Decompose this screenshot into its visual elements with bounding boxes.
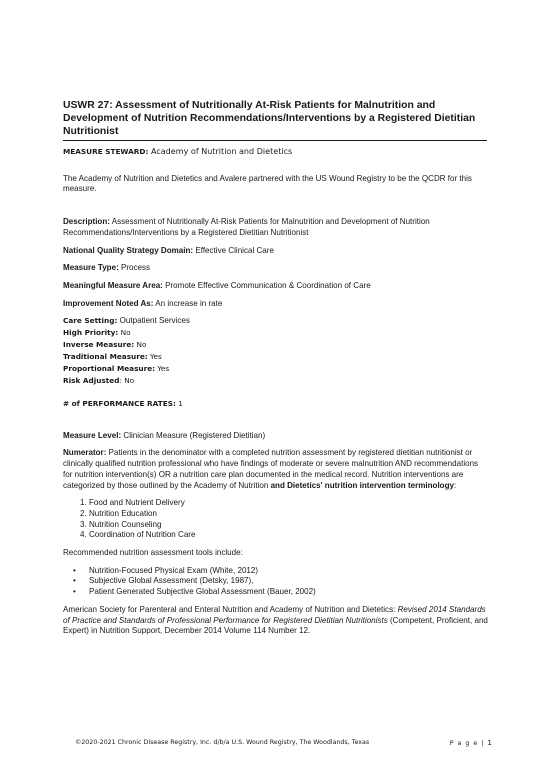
intervention-item: 3. Nutrition Counseling [89,520,489,531]
high-priority-value: No [118,328,131,338]
traditional-measure [63,351,489,363]
numerator-end: : [454,480,457,490]
measure-level [63,431,489,442]
assessment-tools-list [63,566,489,598]
nqs-domain-label: National Quality Strategy Domain: [63,245,194,255]
reference-citation [63,605,489,637]
page-number: 1 [487,738,492,747]
tool-item: • Subjective Global Assessment (Detsky, 1987), [63,576,489,587]
page-indicator [450,738,492,748]
intervention-item: 2. Nutrition Education [89,509,489,520]
care-setting-label: Care Setting: [63,316,118,326]
nqs-domain [63,246,489,257]
traditional-label: Traditional Measure: [63,352,148,362]
description-value: Assessment of Nutritionally At-Risk Patients for Malnutrition and Development of Nutrition Recommendations/Interventions by a Registered Dietitian Nutritionist [63,217,430,237]
performance-rates [63,399,489,410]
improvement-value: An increase in rate [153,298,223,308]
page-footer [75,738,492,747]
partnership-statement: The Academy of Nutrition and Dietetics and Avalere partnered with the US Wound Registry to be the QCDR for this measure. [63,173,472,194]
measure-steward-label: MEASURE STEWARD: [63,147,149,156]
numerator-text: Patients in the denominator with a completed nutrition assessment by registered dietitian nutritionist or clinically qualified nutrition professional who have findings of moderate or severe malnutrition AND recommendations for nutrition intervention(s) OR a nutrition care plan documented in the medical record. Nutrition interventions are categorized by those outlined by the Academy of Nutrition [63,448,479,490]
intervention-item: 1. Food and Nutrient Delivery [89,498,489,509]
high-priority [63,327,489,339]
numerator-label: Numerator: [63,448,107,458]
reference-tail: (Competent, Proficient, and Expert) in Nutrition Support, December 2014 Volume 114 Number 12. [63,615,488,636]
care-setting [63,316,489,327]
risk-adjusted-label: Risk Adjusted [63,376,120,386]
improvement-noted [63,299,489,310]
proportional-value: Yes [155,364,170,374]
tool-item: • Patient Generated Subjective Global Assessment (Bauer, 2002) [63,587,489,598]
performance-rates-label: # of PERFORMANCE RATES: [63,399,176,409]
inverse-label: Inverse Measure: [63,340,135,350]
traditional-value: Yes [147,352,162,362]
risk-adjusted-value: : No [119,376,135,386]
measure-level-label: Measure Level: [63,430,122,440]
measure-steward [63,147,489,158]
high-priority-label: High Priority: [63,328,119,338]
care-setting-value: Outpatient Services [117,316,190,326]
proportional-measure [63,363,489,375]
measure-type-value: Process [118,263,151,273]
improvement-label: Improvement Noted As: [63,298,154,308]
proportional-label: Proportional Measure: [63,364,156,374]
inverse-measure [63,339,489,351]
description-label: Description: [63,217,110,227]
page-label: P a g e | [449,740,485,747]
inverse-value: No [134,340,147,350]
measure-level-value: Clinician Measure (Registered Dietitian) [121,430,266,440]
measure-attributes [63,316,489,387]
measure-type [63,263,489,274]
intervention-list [63,498,489,541]
meaningful-area-value: Promote Effective Communication & Coordination of Care [162,280,371,290]
nqs-domain-value: Effective Clinical Care [193,245,274,255]
intervention-item: 4. Coordination of Nutrition Care [89,530,489,541]
meaningful-area-label: Meaningful Measure Area: [63,280,163,290]
performance-rates-value: 1 [175,399,183,409]
footer-copyright: ©2020-2021 Chronic Disease Registry, Inc. d/b/a U.S. Wound Registry, The Woodlands, Texas [75,739,370,746]
measure-type-label: Measure Type: [63,263,119,273]
meaningful-measure-area [63,281,489,292]
reference-title: Revised 2014 Standards of Practice and Standards of Professional Performance for Registered Dietitian Nutritionists [63,604,486,625]
measure-title: USWR 27: Assessment of Nutritionally At-Risk Patients for Malnutrition and Development of Nutrition Recommendations/Interventions by a Registered Dietitian Nutritionist [63,99,487,141]
tools-intro: Recommended nutrition assessment tools include: [63,548,243,558]
measure-steward-value: Academy of Nutrition and Dietetics [148,147,293,156]
description [63,217,489,238]
tool-item: • Nutrition-Focused Physical Exam (White, 2012) [63,566,489,577]
numerator [63,448,489,491]
document-body [63,99,489,637]
numerator-bold-tail: and Dietetics' nutrition intervention terminology [270,480,454,490]
risk-adjusted [63,375,489,387]
reference-lead: American Society for Parenteral and Enteral Nutrition and Academy of Nutrition and Dietetics: [63,604,398,614]
